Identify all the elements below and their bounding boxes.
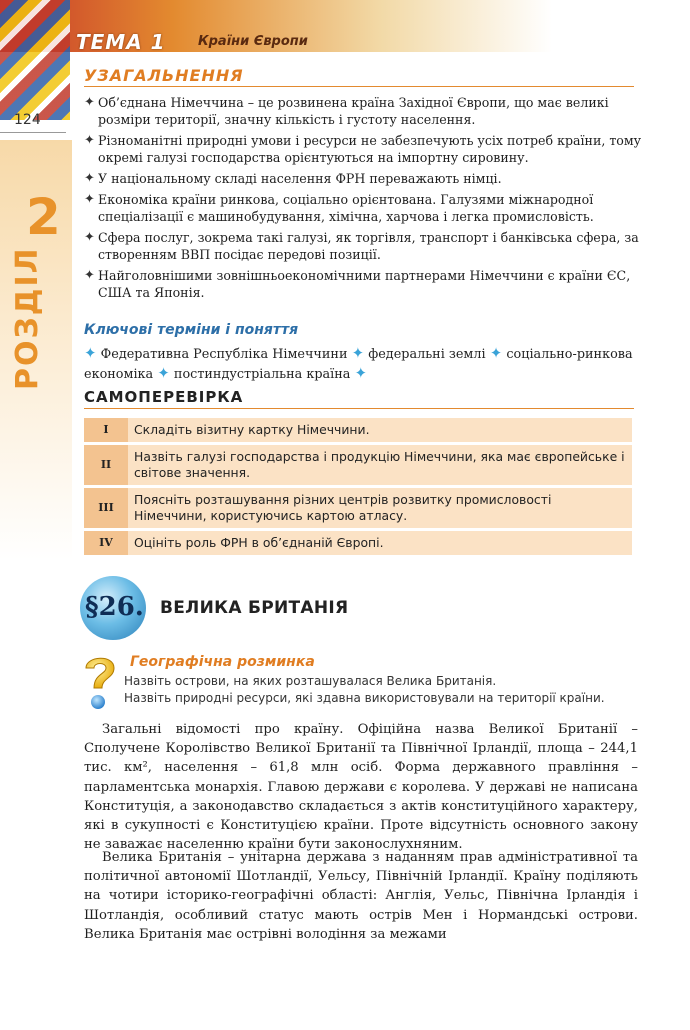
key-terms	[84, 344, 644, 384]
warmup-heading: Географічна розминка	[130, 654, 315, 670]
sparkle-icon: ✦	[489, 344, 503, 362]
star-bullet-icon: ✦	[84, 95, 95, 110]
paragraph-number: §26.	[85, 592, 144, 622]
key-term: федеральні землі	[368, 347, 486, 362]
warmup-question: Назвіть острови, на яких розташувалася Велика Британія.	[124, 674, 497, 688]
summary-list	[84, 94, 644, 305]
section-word: РОЗДІЛ	[10, 246, 45, 390]
star-bullet-icon: ✦	[84, 133, 95, 148]
paragraph-title: ВЕЛИКА БРИТАНІЯ	[160, 598, 349, 618]
star-bullet-icon: ✦	[84, 192, 95, 207]
star-bullet-icon: ✦	[84, 171, 95, 186]
warmup-question: Назвіть природні ресурси, які здавна використовували на території країни.	[124, 691, 605, 705]
self-check-table	[84, 418, 632, 558]
section-number: 2	[26, 188, 61, 246]
table-row	[84, 418, 632, 444]
summary-item: ✦ Сфера послуг, зокрема такі галузі, як торгівля, транспорт і банківська сфера, за створенням ВВП посідає передові позиції.	[84, 230, 639, 262]
sparkle-icon: ✦	[354, 364, 368, 382]
summary-item: ✦ Об’єднана Німеччина – це розвинена країна Західної Європи, що має великі розміри території, значну кількість і густоту населення.	[84, 95, 609, 127]
page-number: 124	[14, 112, 41, 128]
summary-heading: УЗАГАЛЬНЕННЯ	[84, 66, 244, 85]
summary-item: ✦ Різноманітні природні умови і ресурси не забезпечують усіх потреб країни, тому окремі галузі господарства орієнтуються на імпортну сировину.	[84, 133, 642, 165]
summary-item: ✦ У національному складі населення ФРН переважають німці.	[84, 171, 502, 186]
body-paragraph: Загальні відомості про країну. Офіційна назва Великої Британії – Сполучене Королівство Великої Британії та Північної Ірландії, площа – 244,1 тис. км², населення – 61,8 млн осіб. Форма державного правління – парламентська монархія. Главою держави є королева. У державі не написана Конституція, а законодавство складається з актів конституційного характеру, які в сукупності є Конституцією країни. Проте відсутність основного закону не заважає населенню країни бути законослухняним.	[84, 722, 638, 853]
question-text: Складіть візитну картку Німеччини.	[128, 418, 632, 444]
table-row	[84, 530, 632, 557]
topic-label: ТЕМА 1	[76, 30, 166, 54]
body-paragraph: Велика Британія – унітарна держава з наданням прав адміністративної та політичної автономії Шотландії, Уельсу, Північній Ірландії. Країну поділяють на чотири історико-географічні області: Англія, Уельс, Північна Ірландія і Шотландія, особливий статус мають острів Мен і Нормандські острови. Велика Британія має острівні володіння за межами	[84, 850, 638, 942]
page-number-rule	[0, 132, 66, 133]
question-number: IV	[84, 530, 128, 557]
key-term: Федеративна Республіка Німеччини	[100, 347, 348, 362]
question-text: Оцініть роль ФРН в об’єднаній Європі.	[128, 530, 632, 557]
topic-subtitle: Країни Європи	[198, 34, 308, 49]
question-number: II	[84, 444, 128, 487]
summary-item: ✦ Економіка країни ринкова, соціально орієнтована. Галузями міжнародної спеціалізації є машинобудування, хімічна, харчова і легка промисловість.	[84, 192, 594, 224]
sparkle-icon: ✦	[351, 344, 365, 362]
sparkle-icon: ✦	[84, 344, 97, 362]
key-term: постиндустріальна країна	[173, 367, 351, 382]
key-terms-heading: Ключові терміни і поняття	[84, 322, 299, 338]
summary-item: ✦ Найголовнішими зовнішньоекономічними партнерами Німеччини є країни ЄС, США та Японія.	[84, 268, 631, 300]
star-bullet-icon: ✦	[84, 230, 95, 245]
question-mark-icon	[80, 650, 120, 716]
key-term: соціально-ринкова економіка	[84, 347, 633, 382]
table-row	[84, 487, 632, 530]
self-check-rule	[84, 408, 634, 409]
question-number: III	[84, 487, 128, 530]
self-check-heading: САМОПЕРЕВІРКА	[84, 388, 244, 406]
star-bullet-icon: ✦	[84, 268, 95, 283]
question-number: I	[84, 418, 128, 444]
question-text: Назвіть галузі господарства і продукцію Німеччини, яка має європейське і світове значення.	[128, 444, 632, 487]
question-text: Поясніть розташування різних центрів розвитку промисловості Німеччини, користуючись картою атласу.	[128, 487, 632, 530]
table-row	[84, 444, 632, 487]
sparkle-icon: ✦	[157, 364, 170, 382]
summary-rule	[84, 86, 634, 87]
flags-decoration	[0, 0, 70, 120]
